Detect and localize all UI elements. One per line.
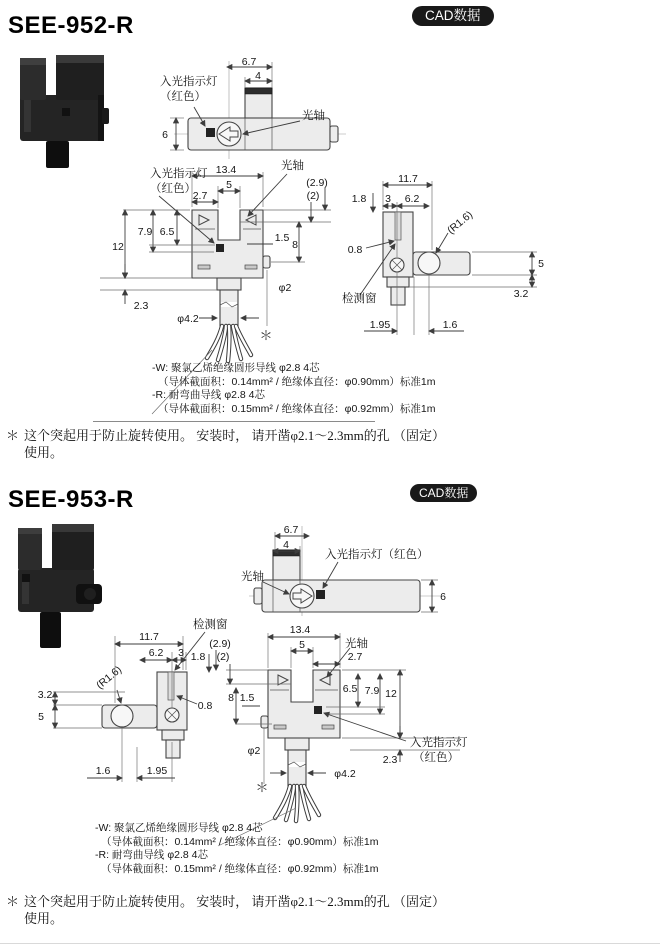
- note-line: -W: 聚氯乙烯绝缘圆形导线 φ2.8 4芯: [95, 822, 263, 834]
- dim-bump: 1.5: [239, 692, 255, 704]
- dim-h1: 7.9: [364, 685, 380, 697]
- anti-rotation-bump: [263, 256, 270, 268]
- dim-p2: 1.6: [442, 319, 458, 331]
- dim-body-height: 12: [112, 241, 124, 253]
- round-lobe: [418, 252, 440, 274]
- dim-body-width: 13.4: [289, 624, 311, 636]
- dim-arm-height: 5: [538, 258, 544, 270]
- dim-slit: 0.8: [347, 244, 363, 256]
- cable-notes-952: [152, 362, 436, 416]
- label-indicator: 入光指示灯: [410, 737, 468, 749]
- dim-h1: 7.9: [137, 226, 153, 238]
- label-optical-axis: 光轴: [281, 160, 304, 172]
- footnote-text2: 使用。: [24, 445, 64, 460]
- label-indicator: 入光指示灯: [160, 76, 218, 88]
- footnote-text: 这个突起用于防止旋转使用。 安装时， 请开凿φ2.1～2.3mm的孔 （固定）: [24, 894, 445, 909]
- view-side-952: [340, 165, 555, 345]
- dim-cable-diameter: φ4.2: [334, 768, 356, 780]
- optical-axis-circle: [217, 122, 241, 146]
- mount-slot-right: [245, 265, 257, 269]
- dim-cable-diameter: φ4.2: [177, 313, 199, 325]
- detection-window: [168, 672, 174, 700]
- dim-total-width: 11.7: [139, 631, 159, 643]
- dim-bump-diameter: φ2: [278, 282, 292, 294]
- label-optical-axis: 光轴: [345, 638, 368, 650]
- dim-bump-offset: 8: [292, 239, 298, 251]
- frayed-wires: [207, 326, 251, 361]
- cable-boot: [217, 278, 241, 290]
- cable-notes-953: [95, 822, 379, 876]
- cable: [166, 740, 180, 758]
- dim-arm-offset: 3.2: [37, 689, 53, 701]
- dim-body-height: 6: [162, 129, 168, 141]
- round-lobe: [111, 705, 133, 727]
- label-detection-window: 检测窗: [342, 293, 377, 305]
- cad-data-badge-952: CAD数据: [412, 6, 494, 26]
- frayed-wires: [275, 786, 319, 821]
- label-detection-window: 检测窗: [193, 619, 228, 631]
- note-line: -R: 耐弯曲导线 φ2.8 4芯: [152, 389, 265, 401]
- dim-radius: (R1.6): [94, 663, 125, 692]
- cad-data-badge-953: CAD数据: [410, 484, 477, 502]
- dim-body-height: 12: [385, 688, 397, 700]
- dim-total-width: 11.7: [398, 173, 418, 185]
- footnote-text2: 使用。: [24, 911, 64, 926]
- dim-offset-2: (2): [216, 651, 230, 663]
- dim-arm-width: 2.7: [347, 651, 363, 663]
- dim-offset-2: (2): [306, 190, 320, 202]
- dim-arm-height: 5: [38, 711, 44, 723]
- dim-cap: 1.8: [190, 651, 206, 663]
- cable-boot: [162, 730, 184, 740]
- side-bump: [254, 588, 262, 604]
- indicator-led: [216, 244, 224, 252]
- anti-rotation-bump: [261, 716, 268, 728]
- note-line: -R: 耐弯曲导线 φ2.8 4芯: [95, 849, 208, 861]
- dim-body-width: 13.4: [215, 164, 237, 176]
- section-title-952: SEE-952-R: [8, 12, 134, 39]
- footnote-text: 这个突起用于防止旋转使用。 安装时， 请开凿φ2.1～2.3mm的孔 （固定）: [24, 428, 445, 443]
- dim-slit: 0.8: [197, 700, 213, 712]
- dim-offset-1: (2.9): [209, 638, 231, 650]
- dim-h2: 6.5: [159, 226, 175, 238]
- dim-w1: 3: [178, 647, 184, 659]
- sensor-body: [262, 580, 420, 612]
- indicator-led: [206, 128, 215, 137]
- section-title-953: SEE-953-R: [8, 486, 134, 513]
- dim-cap: 1.8: [351, 193, 367, 205]
- dim-radius: (R1.6): [445, 208, 476, 237]
- note-line: （导体截面积：0.14mm² / 绝缘体直径：φ0.90mm）标准1m: [158, 375, 436, 388]
- footnote-952: [6, 427, 445, 461]
- cable: [288, 750, 306, 786]
- mount-slot-left: [198, 265, 210, 269]
- dim-top-width: 6.7: [241, 56, 257, 68]
- dim-p1: 1.95: [369, 319, 391, 331]
- dim-top-width: 6.7: [283, 524, 299, 536]
- divider-line: [93, 421, 375, 422]
- optical-axis-circle: [290, 584, 314, 608]
- label-optical-axis: 光轴: [302, 110, 325, 122]
- dim-slot-width: 5: [226, 179, 232, 191]
- view-top-952: [150, 55, 420, 165]
- footnote-marker: ＊: [6, 428, 20, 443]
- sensor-photo-952: [20, 55, 109, 168]
- note-line: （导体截面积：0.15mm² / 绝缘体直径：φ0.92mm）标准1m: [101, 862, 379, 875]
- arm-cap: [245, 88, 272, 94]
- view-top-953: [235, 520, 495, 620]
- dim-w1: 3: [385, 193, 391, 205]
- dim-slot-width: 5: [299, 639, 305, 651]
- dim-p1: 1.95: [146, 765, 168, 777]
- indicator-led: [316, 590, 325, 599]
- label-indicator-red: （红色）: [150, 183, 196, 195]
- dim-arm-width: 2.7: [192, 190, 208, 202]
- cable: [391, 287, 405, 305]
- note-line: -W: 聚氯乙烯绝缘圆形导线 φ2.8 4芯: [152, 362, 320, 374]
- dim-w2: 6.2: [148, 647, 164, 659]
- sensor-outline: [261, 670, 340, 821]
- mount-slot-left: [274, 725, 286, 729]
- dim-p2: 1.6: [95, 765, 111, 777]
- label-indicator-full: 入光指示灯（红色）: [325, 549, 429, 561]
- dim-h2: 6.5: [342, 683, 358, 695]
- asterisk-marker: ＊: [255, 780, 269, 795]
- label-indicator-red: （红色）: [160, 91, 206, 103]
- cable-boot: [285, 738, 309, 750]
- dim-conn-height: 2.3: [382, 754, 398, 766]
- note-line: （导体截面积：0.15mm² / 绝缘体直径：φ0.92mm）标准1m: [158, 402, 436, 415]
- product-photo-952: [12, 50, 117, 168]
- label-indicator-red: （红色）: [413, 752, 459, 764]
- sensor-outline: [192, 210, 273, 361]
- side-bump: [330, 126, 338, 142]
- cable-boot: [387, 277, 409, 287]
- dim-arm-width: 4: [283, 539, 289, 551]
- dim-offset-1: (2.9): [306, 177, 328, 189]
- mount-slot-right: [322, 725, 334, 729]
- detection-window: [395, 212, 401, 240]
- footnote-marker: ＊: [6, 894, 20, 909]
- footnote-953: [6, 893, 445, 927]
- dim-arm-width: 4: [255, 70, 261, 82]
- label-optical-axis: 光轴: [241, 571, 264, 583]
- note-line: （导体截面积：0.14mm² / 绝缘体直径：φ0.90mm）标准1m: [101, 835, 379, 848]
- label-indicator: 入光指示灯: [150, 168, 208, 180]
- dim-w2: 6.2: [404, 193, 420, 205]
- asterisk-marker: ＊: [259, 328, 273, 343]
- dim-arm-offset: 3.2: [513, 288, 529, 300]
- dim-bump-offset: 8: [228, 692, 234, 704]
- dim-bump-diameter: φ2: [247, 745, 261, 757]
- indicator-led: [314, 706, 322, 714]
- dim-conn-height: 2.3: [133, 300, 149, 312]
- cable: [220, 290, 238, 326]
- dim-bump: 1.5: [274, 232, 290, 244]
- dim-body-height: 6: [440, 591, 446, 603]
